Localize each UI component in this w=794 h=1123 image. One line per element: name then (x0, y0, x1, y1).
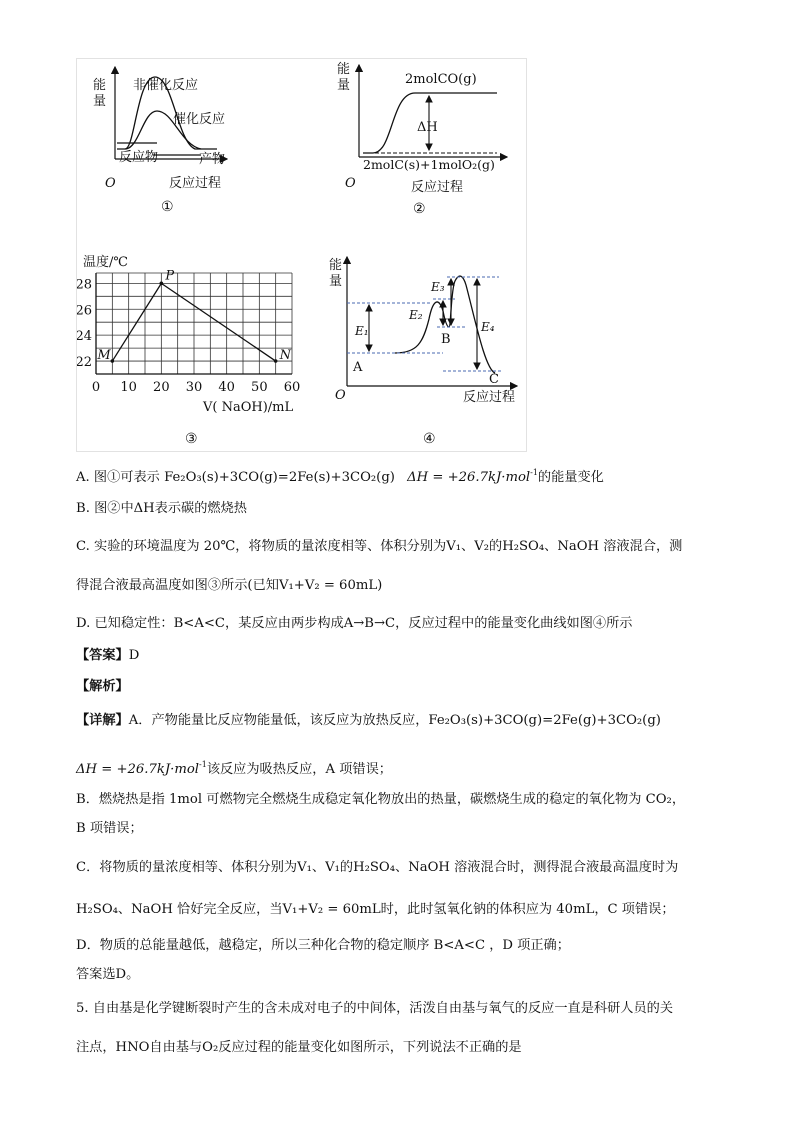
fig3-temperature-chart (77, 254, 300, 447)
detail-a-line1 (76, 712, 661, 730)
option-a-suffix: 的能量变化 (537, 470, 604, 485)
detail-a-line2-text: 该反应为吸热反应，A 项错误； (206, 762, 392, 777)
detail-a-dh-exp: -1 (199, 760, 207, 769)
detail-a-text: A．产物能量比反应物能量低，该反应为放热反应，Fe₂O₃(s)+3CO(g)=2Fe(g)+3CO₂(g) (128, 713, 661, 728)
fig2-y-label-2: 量 (337, 78, 351, 93)
fig2-bottom-label: 2molC(s)+1molO₂(g) (363, 157, 495, 172)
question5-line2: 注点，HNO自由基与O₂反应过程的能量变化如图所示，下列说法不正确的是 (76, 1040, 522, 1055)
fig4-energy-diagram (329, 257, 517, 447)
fig3-x-tick-label: 40 (218, 380, 235, 395)
fig3-caption: ③ (185, 431, 198, 447)
fig3-point-label: P (165, 268, 175, 284)
fig4-e1: E₁ (355, 324, 369, 338)
option-d: D. 已知稳定性：B<A<C，某反应由两步构成A→B→C，反应过程中的能量变化曲线如图④所示 (76, 616, 633, 631)
option-b: B. 图②中ΔH表示碳的燃烧热 (76, 501, 247, 516)
fig1-x-label: 反应过程 (169, 176, 222, 191)
detail-a-line2 (76, 756, 392, 779)
fig3-x-tick-label: 10 (120, 380, 137, 395)
detail-c-line2: H₂SO₄、NaOH 恰好完全反应，当V₁+V₂ = 60mL时，此时氢氧化钠的体积应为 40mL，C 项错误； (76, 902, 675, 917)
fig3-x-tick-label: 20 (153, 380, 170, 395)
fig3-y-tick-label: 26 (77, 303, 92, 319)
option-a (76, 464, 604, 487)
fig1-y-label-2: 量 (93, 94, 107, 109)
fig3-x-tick-label: 30 (185, 380, 203, 395)
fig4-e4: E₄ (481, 320, 495, 334)
fig1-noncatalytic-label: 非催化反应 (133, 78, 199, 93)
fig3-y-label: 温度/℃ (83, 255, 128, 270)
fig4-e2: E₂ (409, 308, 423, 322)
fig3-y-tick-label: 22 (77, 355, 92, 371)
fig4-c: C (489, 372, 499, 387)
detail-c-line1: C．将物质的量浓度相等、体积分别为V₁、V₁的H₂SO₄、NaOH 溶液混合时，测得混合液最高温度时为 (76, 860, 679, 875)
fig1-product-label: 产物 (199, 152, 226, 167)
fig3-x-tick-label: 50 (251, 380, 268, 395)
fig3-x-tick-label: 60 (283, 380, 301, 395)
fig3-point-label: N (279, 348, 292, 364)
figures-svg (77, 59, 526, 451)
fig3-point (160, 282, 164, 286)
fig2-energy-diagram (337, 61, 507, 217)
option-a-equation: Fe₂O₃(s)+3CO(g)=2Fe(s)+3CO₂(g) (164, 470, 395, 485)
fig2-origin: O (345, 176, 356, 191)
fig2-top-label: 2molCO(g) (405, 72, 477, 87)
option-c-line2: 得混合液最高温度如图③所示(已知V₁+V₂ = 60mL) (76, 578, 383, 593)
fig1-caption: ① (161, 199, 174, 215)
fig3-y-tick-label: 24 (77, 329, 92, 345)
fig1-y-label-1: 能 (93, 78, 107, 93)
fig3-y-tick-label: 28 (77, 277, 92, 293)
fig4-y-label-1: 能 (329, 258, 343, 273)
fig2-x-label: 反应过程 (411, 180, 464, 195)
fig3-point (111, 359, 115, 363)
fig3-point (274, 359, 278, 363)
detail-label: 【详解】 (76, 713, 129, 728)
option-a-prefix: A. 图①可表示 (76, 470, 160, 485)
fig4-curve (395, 276, 495, 373)
fig3-point-label: M (97, 348, 111, 364)
answer-label: 【答案】 (76, 648, 129, 663)
figure-panel (76, 58, 527, 452)
fig3-y-ticks (77, 277, 92, 370)
fig4-origin: O (335, 388, 346, 403)
fig1-origin: O (105, 176, 116, 191)
fig2-delta-h: ΔH (417, 120, 438, 135)
fig2-caption: ② (413, 201, 426, 217)
answer-value: D (128, 648, 140, 663)
option-c-line1: C. 实验的环境温度为 20℃，将物质的量浓度相等、体积分别为V₁、V₂的H₂SO₄、NaOH 溶液混合，测 (76, 539, 683, 554)
fig4-e3: E₃ (431, 280, 445, 294)
option-a-dh: ΔH = +26.7kJ·mol (407, 470, 531, 485)
detail-d-line: D．物质的总能量越低，越稳定，所以三种化合物的稳定顺序 B<A<C ，D 项正确； (76, 938, 570, 953)
fig4-y-label-2: 量 (329, 274, 343, 289)
fig2-y-label-1: 能 (337, 62, 351, 77)
fig3-x-label: V( NaOH)/mL (203, 400, 294, 415)
option-a-dh-exp: -1 (530, 468, 538, 477)
answer-line (76, 647, 139, 665)
fig1-energy-diagram (93, 67, 227, 215)
fig3-x-ticks (92, 380, 300, 395)
fig3-x-tick-label: 0 (91, 380, 101, 395)
fig4-a: A (353, 360, 363, 375)
detail-b-line2: B 项错误； (76, 821, 143, 836)
fig4-x-label: 反应过程 (463, 390, 516, 405)
detail-conclusion: 答案选D。 (76, 967, 140, 982)
analysis-label: 【解析】 (76, 679, 129, 694)
detail-b-line1: B．燃烧热是指 1mol 可燃物完全燃烧生成稳定氧化物放出的热量，碳燃烧生成的稳定的氧化物为 CO₂， (76, 792, 686, 807)
question5-line1: 5. 自由基是化学键断裂时产生的含未成对电子的中间体，活泼自由基与氧气的反应一直是科研人员的关 (76, 1001, 674, 1016)
fig1-reactant-label: 反应物 (119, 150, 159, 165)
detail-a-dh: ΔH = +26.7kJ·mol (76, 762, 200, 777)
fig4-caption: ④ (423, 431, 436, 447)
fig3-grid (96, 273, 292, 374)
fig4-b: B (441, 332, 451, 347)
fig1-catalytic-label: 催化反应 (173, 112, 226, 127)
